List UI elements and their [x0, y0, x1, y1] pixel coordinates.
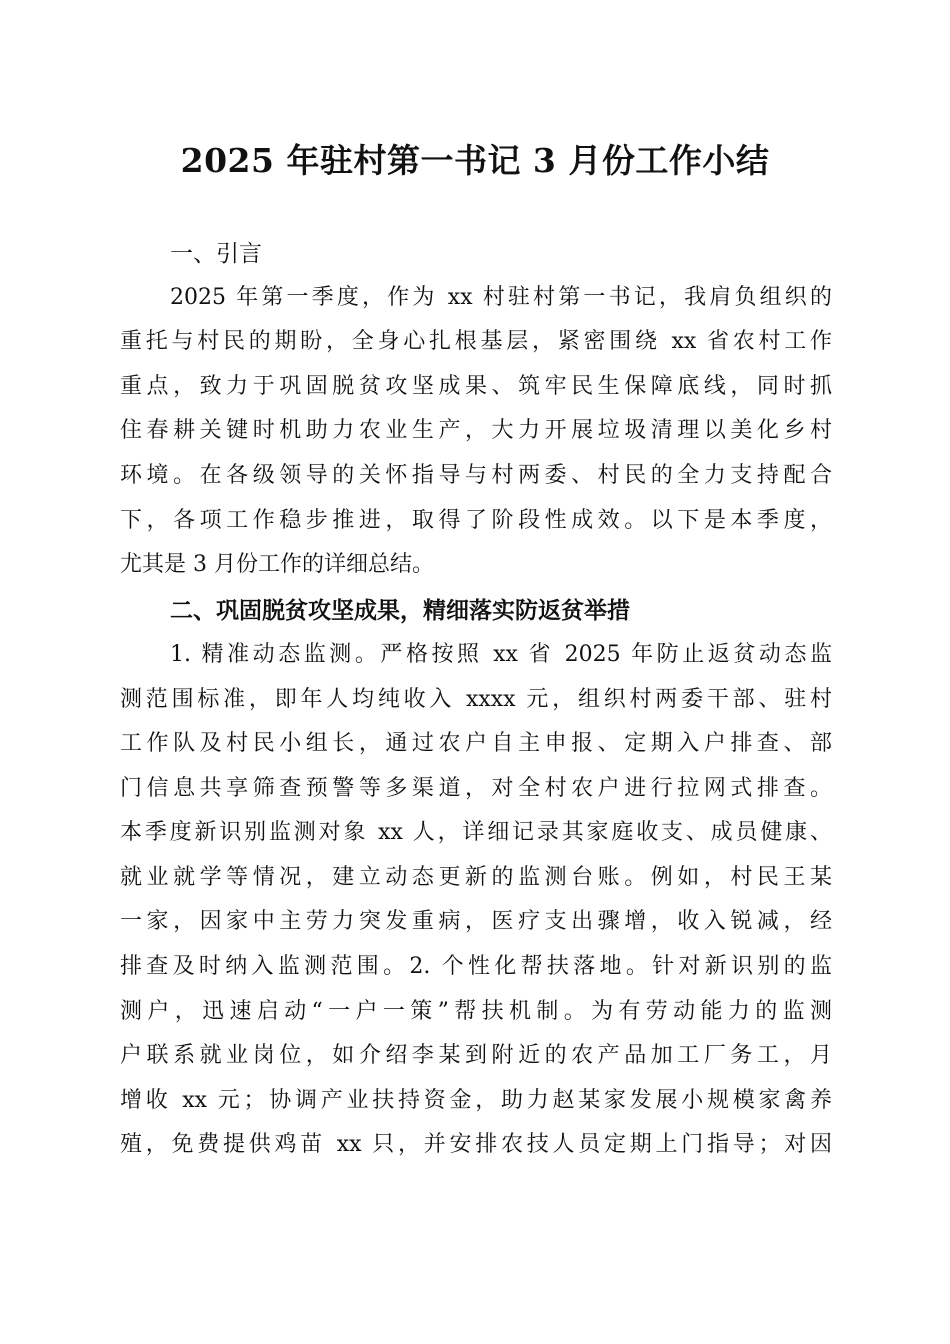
paragraph-line: 下，各项工作稳步推进，取得了阶段性成效。以下是本季度，	[120, 508, 832, 533]
paragraph-line: 殖，免费提供鸡苗 xx 只，并安排农技人员定期上门指导；对因	[120, 1132, 832, 1157]
paragraph-line: 重点，致力于巩固脱贫攻坚成果、筑牢民生保障底线，同时抓	[120, 374, 832, 399]
paragraph-line: 测户，迅速启动“一户一策”帮扶机制。为有劳动能力的监测	[120, 999, 832, 1024]
paragraph-line: 尤其是 3 月份工作的详细总结。	[120, 552, 434, 577]
section-heading-intro: 一、引言	[170, 241, 262, 267]
paragraph-line: 1. 精准动态监测。严格按照 xx 省 2025 年防止返贫动态监	[170, 642, 832, 667]
paragraph-line: 增收 xx 元；协调产业扶持资金，助力赵某家发展小规模家禽养	[120, 1088, 832, 1113]
paragraph-line: 就业就学等情况，建立动态更新的监测台账。例如，村民王某	[120, 865, 832, 890]
paragraph-line: 环境。在各级领导的关怀指导与村两委、村民的全力支持配合	[120, 463, 832, 488]
paragraph-line: 门信息共享筛查预警等多渠道，对全村农户进行拉网式排查。	[120, 776, 832, 801]
paragraph-line: 重托与村民的期盼，全身心扎根基层，紧密围绕 xx 省农村工作	[120, 329, 832, 354]
paragraph-line: 本季度新识别监测对象 xx 人，详细记录其家庭收支、成员健康、	[120, 820, 832, 845]
document-title: 2025 年驻村第一书记 3 月份工作小结	[180, 141, 770, 180]
paragraph-line: 2025 年第一季度，作为 xx 村驻村第一书记，我肩负组织的	[170, 285, 832, 310]
paragraph-line: 一家，因家中主劳力突发重病，医疗支出骤增，收入锐减，经	[120, 909, 832, 934]
paragraph-line: 住春耕关键时机助力农业生产，大力开展垃圾清理以美化乡村	[120, 418, 832, 443]
paragraph-line: 排查及时纳入监测范围。2. 个性化帮扶落地。针对新识别的监	[120, 954, 832, 979]
paragraph-line: 测范围标准，即年人均纯收入 xxxx 元，组织村两委干部、驻村	[120, 687, 832, 712]
paragraph-line: 户联系就业岗位，如介绍李某到附近的农产品加工厂务工，月	[120, 1043, 832, 1068]
section-heading-poverty: 二、巩固脱贫攻坚成果，精细落实防返贫举措	[170, 598, 630, 624]
paragraph-line: 工作队及村民小组长，通过农户自主申报、定期入户排查、部	[120, 731, 832, 756]
